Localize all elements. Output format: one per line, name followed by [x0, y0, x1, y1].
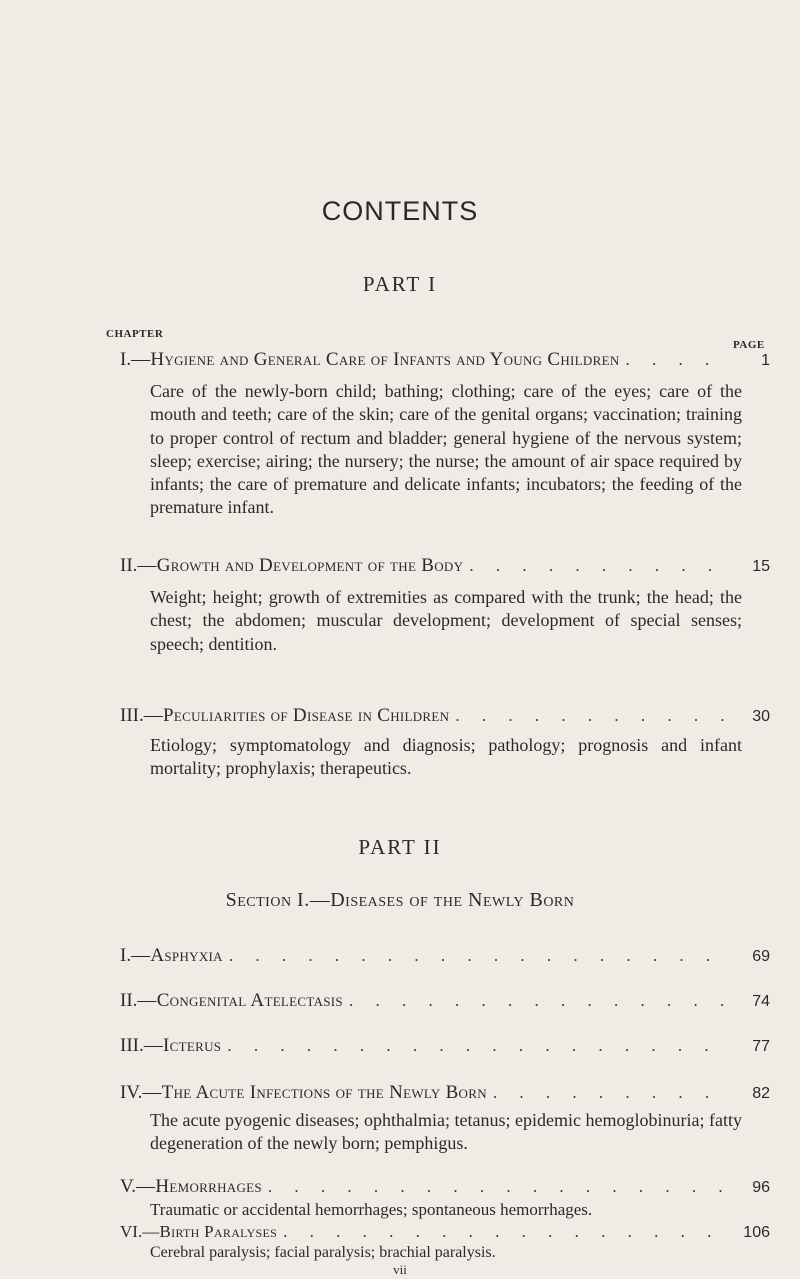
chapter-description: Weight; height; growth of extremities as compared with the trunk; the head; the chest; the abdomen; muscular development; development of special senses; speech; dentition.	[150, 587, 742, 654]
chapter-number: V.	[120, 1176, 137, 1197]
page-number: 30	[752, 708, 770, 725]
toc-entry-part1-1[interactable]	[120, 349, 770, 377]
toc-entry-part2-1[interactable]	[120, 945, 770, 973]
chapter-description: The acute pyogenic diseases; ophthalmia; tetanus; epidemic hemoglobinuria; fatty degeneration of the newly born; pemphigus.	[150, 1110, 742, 1154]
page-number: 69	[752, 948, 770, 965]
dot-leader	[229, 946, 728, 966]
dot-leader	[469, 556, 728, 576]
chapter-title: —Hemorrhages	[136, 1176, 262, 1197]
dot-leader	[455, 706, 728, 726]
chapter-number: III.	[120, 705, 144, 726]
page-number: 106	[743, 1224, 770, 1241]
dot-leader	[268, 1177, 728, 1197]
chapter-title: —Congenital Atelectasis	[137, 990, 343, 1011]
dot-leader	[349, 991, 728, 1011]
toc-entry-part1-3[interactable]	[120, 705, 770, 733]
chapter-column-label: CHAPTER	[106, 328, 164, 340]
dot-leader	[493, 1083, 728, 1103]
chapter-number: I.	[120, 349, 132, 370]
page-number: 77	[752, 1038, 770, 1055]
page-number: 15	[752, 558, 770, 575]
page-number: 74	[752, 993, 770, 1010]
chapter-number: IV.	[120, 1082, 143, 1103]
toc-entry-part2-4[interactable]	[120, 1082, 770, 1110]
chapter-title: —Hygiene and General Care of Infants and Young Children	[131, 349, 620, 370]
chapter-description: Cerebral paralysis; facial paralysis; brachial paralysis.	[150, 1244, 496, 1261]
section-heading: Section I.—Diseases of the Newly Born	[225, 889, 575, 911]
toc-entry-part2-2[interactable]	[120, 990, 770, 1018]
toc-entry-part1-2[interactable]	[120, 555, 770, 583]
chapter-description: Traumatic or accidental hemorrhages; spontaneous hemorrhages.	[150, 1200, 593, 1219]
chapter-title: —Growth and Development of the Body	[137, 555, 464, 576]
dot-leader	[227, 1036, 728, 1056]
page-number: 1	[761, 352, 770, 369]
dot-leader	[626, 350, 728, 370]
chapter-description: Care of the newly-born child; bathing; clothing; care of the eyes; care of the mouth and teeth; care of the skin; care of the genital organs; vaccination; training to proper control of rectum and bladder; general hygiene of the nervous system; sleep; exercise; airing; the nursery; the nurse; the amount of air space required by infants; the care of premature and delicate infants; incubators; the feeding of the premature infant.	[150, 381, 742, 518]
page-number: 96	[752, 1179, 770, 1196]
chapter-title: —Peculiarities of Disease in Children	[143, 705, 450, 726]
toc-entry-part2-3[interactable]	[120, 1035, 770, 1063]
page-title: CONTENTS	[321, 196, 479, 226]
dot-leader	[283, 1222, 728, 1242]
page-number: 82	[752, 1085, 770, 1102]
toc-entry-part2-6[interactable]	[120, 1222, 770, 1246]
chapter-title: —Asphyxia	[131, 945, 223, 966]
part-1-heading: PART I	[362, 272, 438, 296]
chapter-title: —The Acute Infections of the Newly Born	[142, 1082, 487, 1103]
part-2-heading: PART II	[358, 835, 442, 859]
chapter-number: II.	[120, 990, 138, 1011]
chapter-title: —Icterus	[143, 1035, 222, 1056]
chapter-number: II.	[120, 555, 138, 576]
chapter-description: Etiology; symptomatology and diagnosis; pathology; prognosis and infant mortality; prophylaxis; therapeutics.	[150, 735, 742, 779]
chapter-title: —Birth Paralyses	[142, 1222, 278, 1241]
chapter-number: VI.	[120, 1222, 143, 1241]
page-folio: vii	[393, 1262, 407, 1277]
chapter-number: III.	[120, 1035, 144, 1056]
page-column-label: PAGE	[733, 339, 765, 351]
chapter-number: I.	[120, 945, 132, 966]
